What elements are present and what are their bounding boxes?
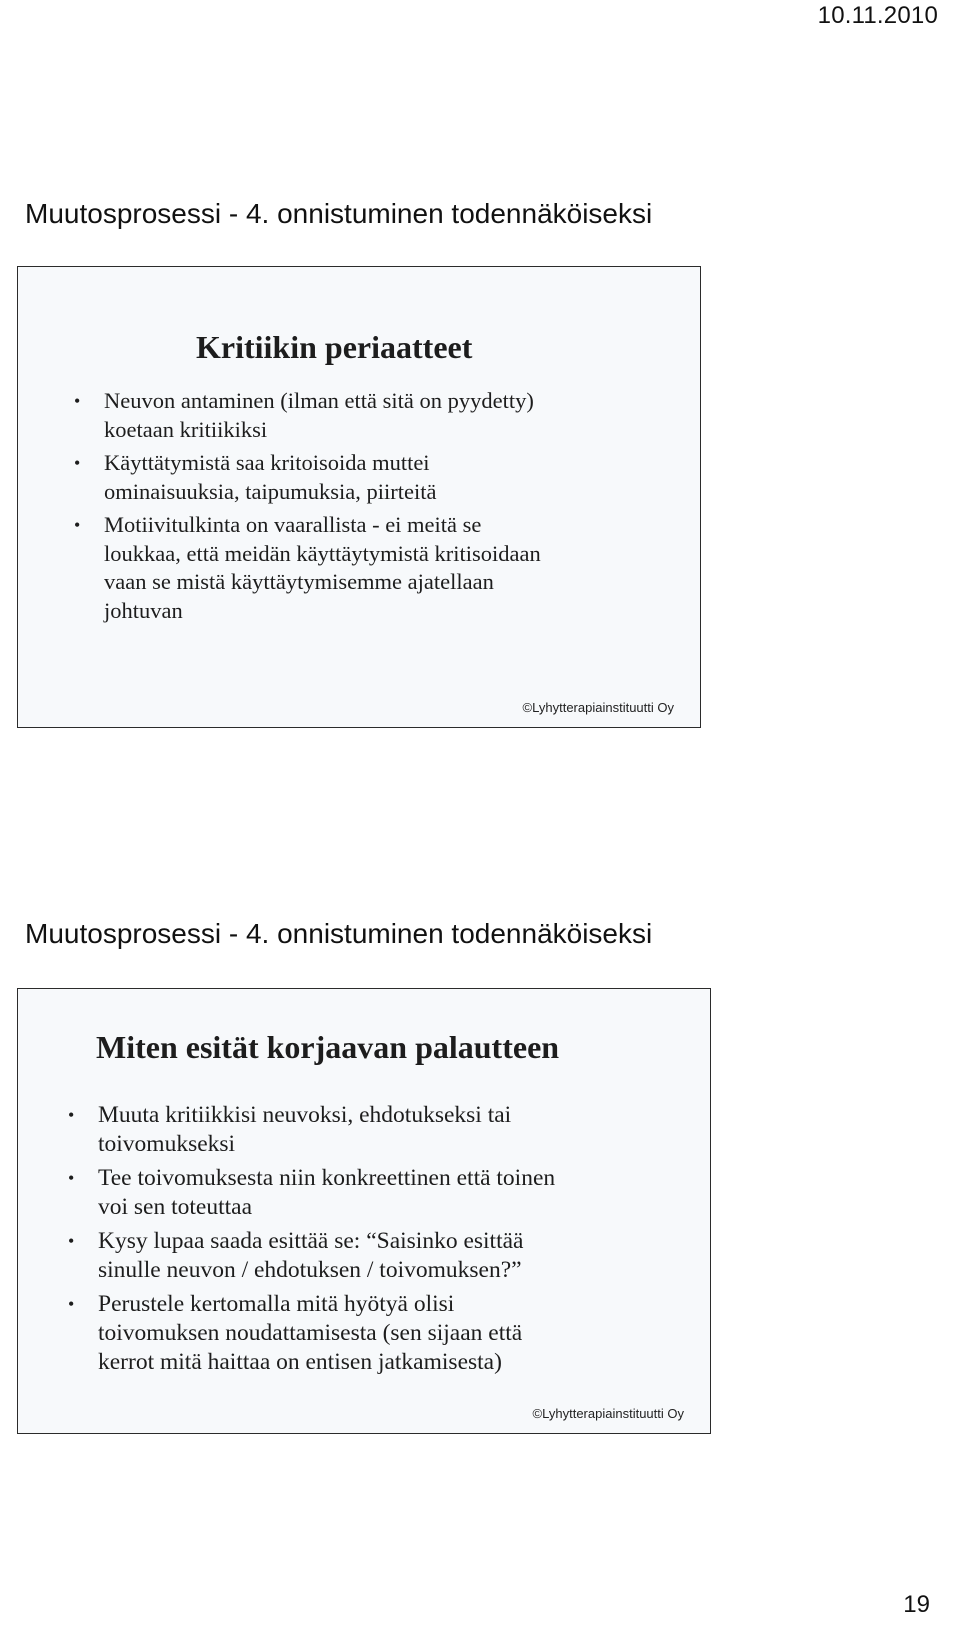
bullet-item [68, 1101, 698, 1159]
bullet-icon: • [68, 1231, 75, 1251]
page-number: 19 [903, 1591, 930, 1618]
slide-image [17, 988, 711, 1434]
bullet-item [68, 1164, 698, 1222]
slide-heading: Muutosprosessi - 4. onnistuminen todennäköiseksi [25, 918, 653, 949]
bullet-line: Käyttätymistä saa kritoisoida muttei [104, 450, 430, 475]
bullet-line: johtuvan [104, 597, 183, 623]
copyright-notice: ©Lyhytterapiainstituutti Oy [532, 1406, 684, 1421]
bullet-line: toivomukseksi [98, 1131, 236, 1157]
bullet-line: voi sen toteuttaa [98, 1194, 253, 1220]
slide-title: Miten esität korjaavan palautteen [96, 1029, 560, 1065]
slide-image [17, 266, 701, 728]
slide-heading: Muutosprosessi - 4. onnistuminen todennäköiseksi [25, 198, 653, 229]
bullet-item [68, 1227, 698, 1285]
bullet-list [74, 387, 674, 630]
bullet-icon: • [74, 515, 81, 535]
bullet-line: sinulle neuvon / ehdotuksen / toivomuksen?” [98, 1257, 522, 1283]
bullet-line: koetaan kritiikiksi [104, 416, 268, 442]
bullet-line: Neuvon antaminen (ilman että sitä on pyydetty) [104, 388, 534, 413]
bullet-line: Motiivitulkinta on vaarallista - ei meitä se [104, 512, 482, 537]
bullet-item [74, 511, 674, 625]
bullet-icon: • [68, 1294, 75, 1314]
bullet-icon: • [74, 391, 81, 411]
bullet-item [68, 1290, 698, 1377]
bullet-icon: • [68, 1168, 75, 1188]
slide-title: Kritiikin periaatteet [196, 329, 473, 365]
bullet-line: Muuta kritiikkisi neuvoksi, ehdotukseksi tai [98, 1102, 512, 1128]
bullet-line: loukkaa, että meidän käyttäytymistä kritisoidaan [104, 540, 541, 566]
bullet-list [68, 1101, 698, 1382]
copyright-notice: ©Lyhytterapiainstituutti Oy [522, 700, 674, 715]
bullet-item [74, 387, 674, 444]
page-date: 10.11.2010 [817, 2, 938, 29]
bullet-item [74, 449, 674, 506]
bullet-line: toivomuksen noudattamisesta (sen sijaan että [98, 1320, 523, 1346]
bullet-line: ominaisuuksia, taipumuksia, piirteitä [104, 478, 437, 504]
bullet-icon: • [68, 1105, 75, 1125]
bullet-line: vaan se mistä käyttäytymisemme ajatellaan [104, 569, 494, 594]
bullet-line: Tee toivomuksesta niin konkreettinen että toinen [98, 1165, 556, 1191]
bullet-line: Kysy lupaa saada esittää se: “Saisinko esittää [98, 1228, 524, 1254]
bullet-line: Perustele kertomalla mitä hyötyä olisi [98, 1291, 455, 1317]
bullet-icon: • [74, 453, 81, 473]
bullet-line: kerrot mitä haittaa on entisen jatkamisesta) [98, 1349, 502, 1375]
